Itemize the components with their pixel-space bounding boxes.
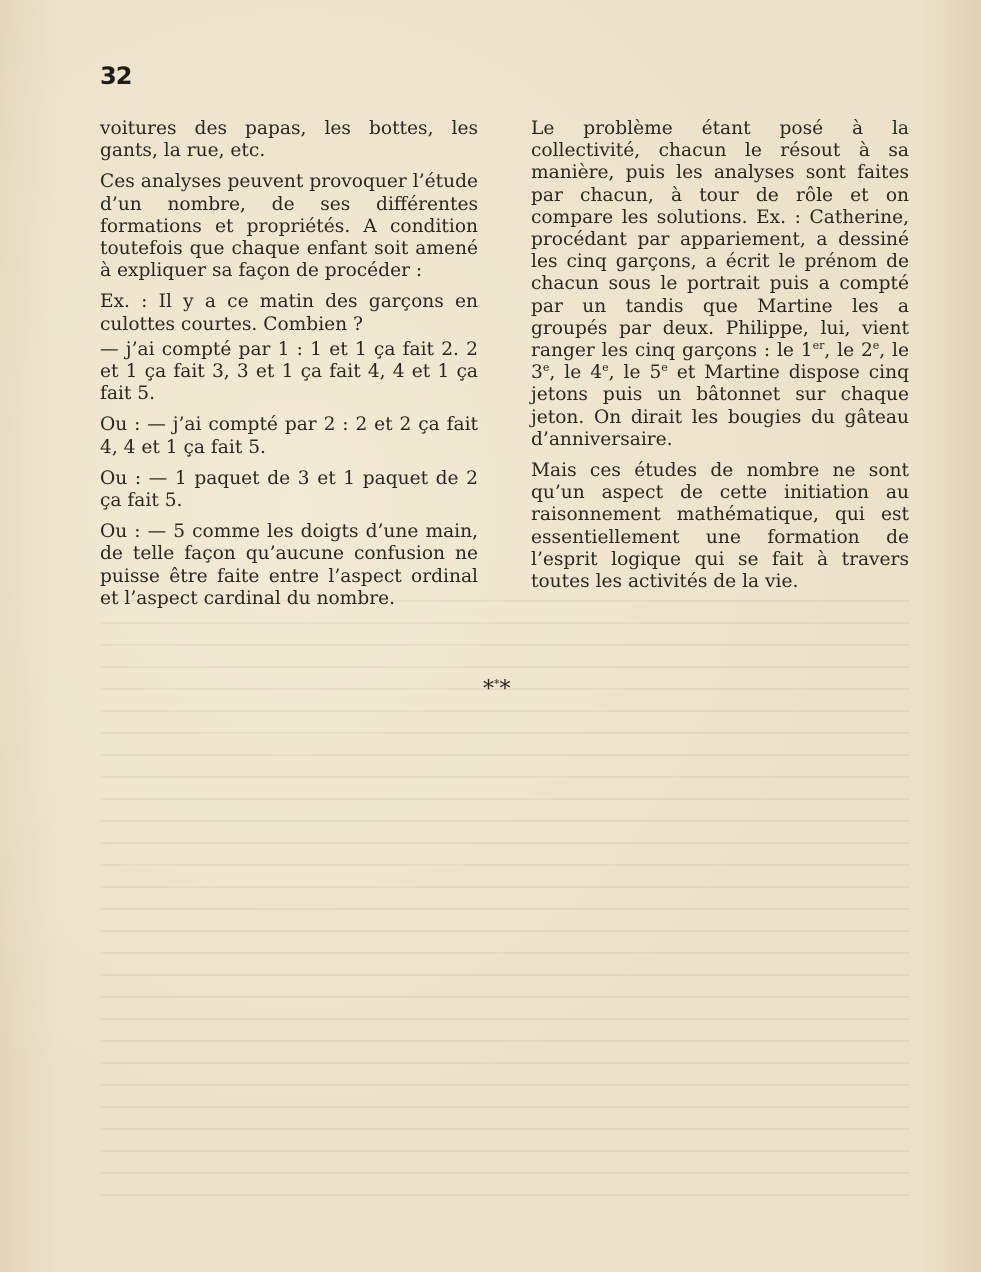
right-paragraph-1-start: Le problème étant posé à la collectivité, chacun le résout à sa manière, puis les analyses sont faites par chacun, à tour de rôle et on compare les solutions. Ex. : Catherine, procédant par appariement, a dessiné les cinq garçons, a écrit le prénom de chacun sous le portrait puis a compté par un tandis que Martine les a groupés par deux. Philippe, lui, vient ranger les cinq garçons : le 1 [531,118,909,362]
ordinal-text: , le 5 [608,362,662,384]
right-paragraph-2: Mais ces études de nombre ne sont qu’un aspect de cette initiation au raisonnement mathématique, qui est essentiellement une formation de l’esprit logique qui se fait à travers toutes les activités de la vie. [531,460,909,593]
asterism-top: * [494,677,500,691]
left-paragraph-6: Ou : — 5 comme les doigts d’une main, de telle façon qu’aucune confusion ne puisse être faite entre l’aspect ordinal et l’aspect cardinal du nombre. [100,521,478,609]
ordinal-text: , le 3 [531,340,910,384]
ordinal-superscript: e [602,361,609,375]
ordinal-superscript: e [542,361,550,375]
left-column [100,118,478,619]
left-paragraph-2: Ces analyses peuvent provoquer l’étude d’un nombre, de ses différentes formations et propriétés. A condition toutefois que chaque enfant soit amené à expliquer sa façon de procéder : [100,171,478,282]
right-column [531,118,909,602]
ordinal-superscript: e [872,338,880,352]
asterism-separator: *** [483,677,511,702]
left-paragraph-3a: Ex. : Il y a ce matin des garçons en culottes courtes. Combien ? [100,291,478,335]
ordinal-text: , le 4 [549,362,603,384]
ordinal-superscript: er [812,338,825,352]
left-paragraph-4: Ou : — j’ai compté par 2 : 2 et 2 ça fait 4, 4 et 1 ça fait 5. [100,414,478,458]
page-number: 32 [100,62,132,90]
left-paragraph-3b: — j’ai compté par 1 : 1 et 1 ça fait 2. 2 et 1 ça fait 3, 3 et 1 ça fait 4, 4 et 1 ça fait 5. [100,338,478,405]
ordinal-superscript: e [661,361,668,375]
ordinal-text: , le 2 [824,340,873,362]
left-paragraph-1: voitures des papas, les bottes, les gants, la rue, etc. [100,118,478,162]
right-paragraph-1 [531,118,909,451]
left-paragraph-5: Ou : — 1 paquet de 3 et 1 paquet de 2 ça fait 5. [100,467,478,512]
right-paragraph-1-end: et Martine dispose cinq jetons puis un bâtonnet sur chaque jeton. On dirait les bougies du gâteau d’anniversaire. [531,362,909,450]
